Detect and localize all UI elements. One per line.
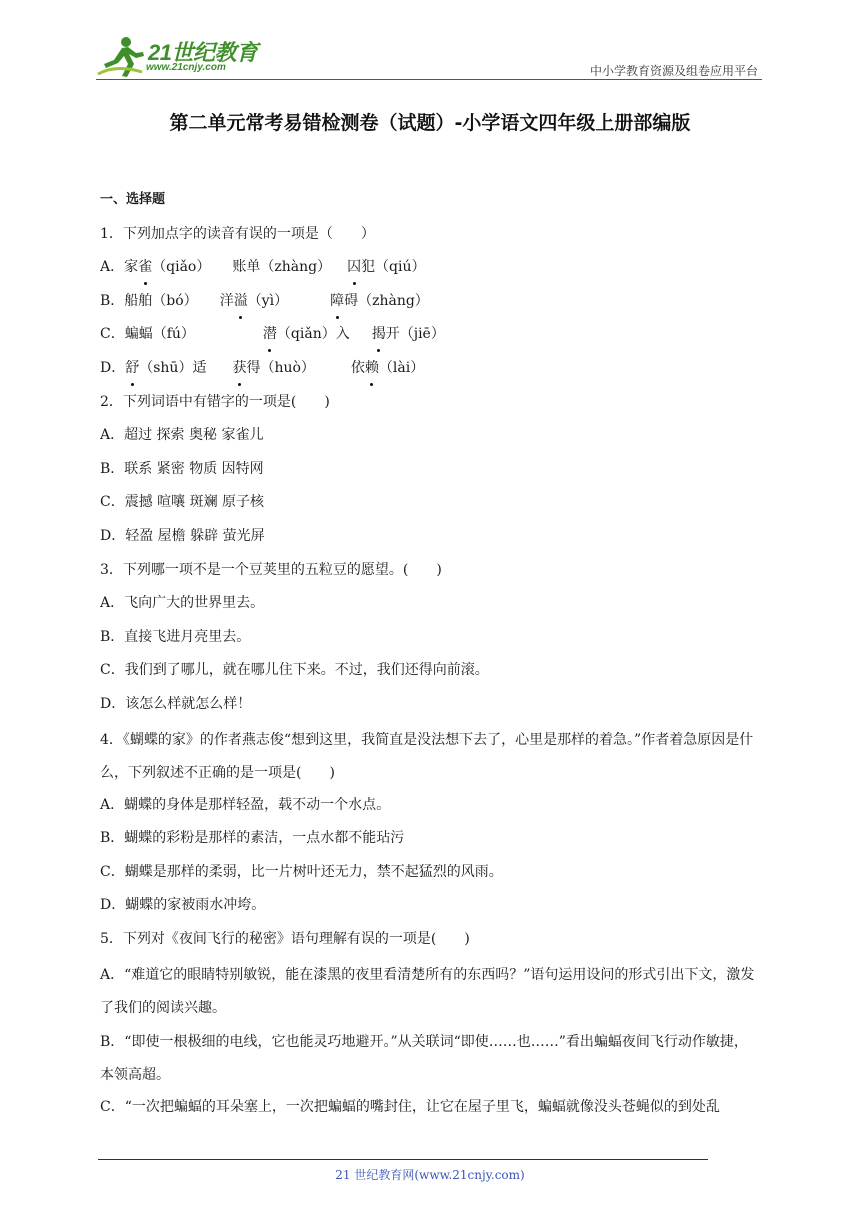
option-d[interactable]: D．轻盈 屋檐 躲辟 萤光屏 <box>100 527 265 544</box>
header-divider <box>96 79 762 80</box>
option-a[interactable]: A．“难道它的眼睛特别敏锐，能在漆黑的夜里看清楚所有的东西吗？”语句运用设问的形式引出下文，激发了我们的阅读兴趣。 <box>100 966 755 1017</box>
section-heading: 一、选择题 <box>100 192 166 207</box>
question-stem: 1．下列加点字的读音有误的一项是（ ） <box>100 225 375 242</box>
option-a[interactable]: A．家雀（qiǎo） 账单（zhàng） 囚犯（qiú） <box>100 253 760 287</box>
option-b[interactable]: B．“即使一根极细的电线，它也能灵巧地避开。”从关联词“即使……也……”看出蝙蝠夜间飞行动作敏捷，本领高超。 <box>100 1033 748 1084</box>
runner-logo-icon <box>96 34 148 80</box>
dotted-char: 潜 <box>263 320 277 348</box>
option-c[interactable]: C．蝙蝠（fú） 潜（qiǎn）入 揭开（jiē） <box>100 320 760 354</box>
option-a[interactable]: A．超过 探索 奥秘 家雀儿 <box>100 427 264 444</box>
dotted-char: 赖 <box>365 354 379 382</box>
logo-url: www.21cnjy.com <box>146 62 226 73</box>
option-d[interactable]: D．该怎么样就怎么样！ <box>100 695 252 712</box>
option-d[interactable]: D．蝴蝶的家被雨水冲垮。 <box>100 897 266 914</box>
footer-link[interactable]: 21 世纪教育网(www.21cnjy.com) <box>335 1168 525 1182</box>
question-1 <box>100 220 760 388</box>
option-b[interactable]: B．蝴蝶的彩粉是那样的素洁，一点水都不能玷污 <box>100 830 405 847</box>
option-b[interactable]: B．船舶（bó） 洋溢（yì） 障碍（zhàng） <box>100 287 760 321</box>
question-5 <box>100 925 760 1127</box>
question-stem: 5．下列对《夜间飞行的秘密》语句理解有误的一项是( ) <box>100 931 470 948</box>
option-c[interactable]: C．蝴蝶是那样的柔弱，比一片树叶还无力，禁不起猛烈的风雨。 <box>100 863 503 880</box>
question-stem: 4．《蝴蝶的家》的作者燕志俊“想到这里，我简直是没法想下去了，心里是那样的着急。”作者着急原因是什么，下列叙述不正确的是一项是( ) <box>100 731 754 782</box>
option-b[interactable]: B．直接飞进月亮里去。 <box>100 628 251 645</box>
option-a[interactable]: A．蝴蝶的身体是那样轻盈，载不动一个水点。 <box>100 796 391 813</box>
option-c[interactable]: C．“一次把蝙蝠的耳朵塞上，一次把蝙蝠的嘴封住，让它在屋子里飞，蝙蝠就像没头苍蝇似的到处乱 <box>100 1099 720 1116</box>
question-stem: 3．下列哪一项不是一个豆荚里的五粒豆的愿望。( ) <box>100 561 442 578</box>
dotted-char: 溢 <box>234 287 248 315</box>
dotted-char: 雀 <box>138 253 152 281</box>
dotted-char: 囚 <box>347 253 361 281</box>
page-header <box>96 34 762 82</box>
site-logo[interactable] <box>96 34 266 80</box>
dotted-char: 获 <box>232 354 246 382</box>
option-c[interactable]: C．震撼 喧嚷 斑斓 原子核 <box>100 494 265 511</box>
question-list <box>100 186 760 1127</box>
question-2 <box>100 388 760 556</box>
dotted-char: 障 <box>330 287 344 315</box>
footer-divider <box>98 1159 708 1160</box>
question-4 <box>100 724 760 926</box>
logo-text: 21世纪教育 <box>148 40 258 65</box>
option-b[interactable]: B．联系 紧密 物质 因特网 <box>100 460 264 477</box>
dotted-char: 舒 <box>125 354 139 382</box>
question-stem: 2．下列词语中有错字的一项是( ) <box>100 393 330 410</box>
option-d[interactable]: D．舒（shū）适 获得（huò） 依赖（lài） <box>100 354 760 388</box>
question-3 <box>100 556 760 724</box>
platform-name: 中小学教育资源及组卷应用平台 <box>589 64 758 78</box>
page-title: 第二单元常考易错检测卷（试题）-小学语文四年级上册部编版 <box>169 112 691 134</box>
option-c[interactable]: C．我们到了哪儿，就在哪儿住下来。不过，我们还得向前滚。 <box>100 662 489 679</box>
dotted-char: 揭 <box>372 320 386 348</box>
option-a[interactable]: A．飞向广大的世界里去。 <box>100 595 265 612</box>
